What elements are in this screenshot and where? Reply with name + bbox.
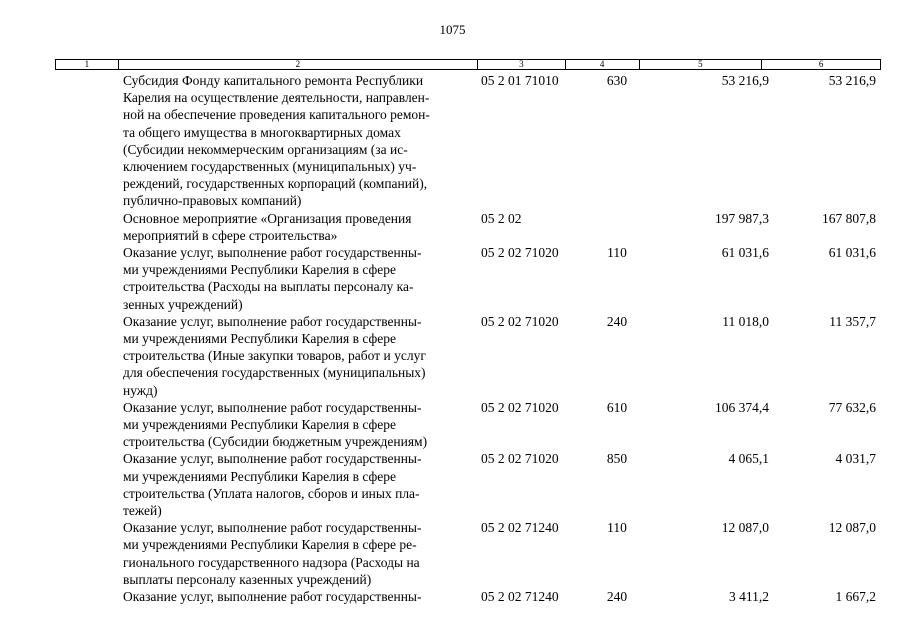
row-value-col6: 4 031,7: [835, 451, 876, 467]
description-line: мероприятий в сфере строительства»: [123, 227, 338, 243]
row-code: 05 2 02 71020: [481, 399, 559, 415]
description-line: Оказание услуг, выполнение работ государственны-: [123, 589, 422, 605]
row-expense-type: 110: [607, 245, 627, 261]
description-line: ми учреждениями Республики Карелия в сфере: [123, 262, 397, 278]
description-line: ми учреждениями Республики Карелия в сфере: [123, 468, 397, 484]
row-value-col5: 53 216,9: [721, 73, 769, 88]
description-line: строительства (Иные закупки товаров, работ и услуг: [123, 348, 426, 364]
description-line: для обеспечения государственных (муниципальных): [123, 365, 426, 381]
description-line: Оказание услуг, выполнение работ государственны-: [123, 245, 422, 261]
description-line: ключением государственных (муниципальных) уч-: [123, 159, 417, 175]
header-cell-5: 5: [639, 60, 762, 69]
row-code: 05 2 02 71020: [481, 451, 559, 467]
description-line: строительства (Уплата налогов, сборов и иных пла-: [123, 485, 420, 501]
row-expense-type: 240: [606, 589, 628, 605]
description-line: нужд): [123, 382, 158, 398]
row-value-col5: 106 374,4: [715, 399, 769, 415]
row-code: 05 2 01 71010: [481, 73, 559, 88]
description-line: Оказание услуг, выполнение работ государственны-: [123, 520, 422, 536]
row-expense-type: 110: [607, 520, 627, 536]
description-line: публично-правовых компаний): [123, 193, 302, 209]
row-code: 05 2 02 71020: [481, 245, 559, 261]
description-line: (Субсидии некоммерческим организациям (за ис-: [123, 141, 408, 157]
row-code: 05 2 02: [481, 210, 522, 226]
row-expense-type: 240: [606, 313, 628, 329]
row-description: [123, 244, 478, 313]
row-description: [123, 72, 478, 210]
table-row: [0, 244, 905, 313]
row-code: 05 2 02 71240: [481, 520, 559, 536]
row-value-col6: 11 357,7: [829, 313, 876, 329]
description-line: зенных учреждений): [123, 296, 243, 312]
row-description: [123, 313, 478, 399]
header-cell-4: 4: [565, 60, 639, 69]
row-expense-type: 610: [606, 399, 628, 415]
description-line: та общего имущества в многоквартирных домах: [123, 124, 401, 140]
header-cell-3: 3: [477, 60, 565, 69]
row-description: [123, 399, 478, 451]
row-value-col6: 12 087,0: [828, 520, 876, 536]
row-value-col5: 4 065,1: [728, 451, 769, 467]
description-line: ми учреждениями Республики Карелия в сфере: [123, 331, 397, 347]
description-line: Карелия на осуществление деятельности, направлен-: [123, 90, 430, 106]
description-line: Основное мероприятие «Организация проведения: [123, 210, 412, 226]
row-value-col5: 11 018,0: [722, 313, 769, 329]
row-value-col6: 1 667,2: [835, 589, 876, 605]
description-line: ми учреждениями Республики Карелия в сфере: [123, 417, 397, 433]
description-line: ми учреждениями Республики Карелия в сфере ре-: [123, 537, 417, 553]
description-line: ной на обеспечение проведения капитального ремон-: [123, 107, 430, 123]
header-cell-2: 2: [118, 60, 477, 69]
row-description: [123, 210, 478, 244]
row-value-col5: 197 987,3: [715, 210, 769, 226]
page-number: 1075: [439, 22, 466, 37]
table-header-row: [55, 59, 881, 70]
header-cell-6: 6: [761, 60, 880, 69]
row-expense-type: 850: [606, 451, 628, 467]
table-row: [0, 450, 905, 519]
table-row: [0, 210, 905, 244]
row-value-col6: 53 216,9: [828, 73, 876, 88]
table-row: [0, 519, 905, 588]
row-description: [123, 519, 478, 588]
description-line: строительства (Расходы на выплаты персоналу ка-: [123, 279, 414, 295]
description-line: строительства (Субсидии бюджетным учреждениям): [123, 434, 428, 450]
row-value-col5: 61 031,6: [721, 245, 769, 261]
row-value-col5: 12 087,0: [721, 520, 769, 536]
table-body: [0, 72, 905, 605]
table-row: [0, 588, 905, 605]
description-line: выплаты персоналу казенных учреждений): [123, 571, 372, 587]
row-code: 05 2 02 71020: [481, 313, 559, 329]
row-expense-type: 630: [606, 73, 628, 88]
row-value-col6: 61 031,6: [828, 245, 876, 261]
table-row: [0, 313, 905, 399]
description-line: тежей): [123, 503, 162, 519]
description-line: Субсидия Фонду капитального ремонта Республики: [123, 73, 424, 88]
description-line: реждений, государственных корпораций (компаний),: [123, 176, 428, 192]
description-line: Оказание услуг, выполнение работ государственны-: [123, 313, 422, 329]
description-line: гионального государственного надзора (Расходы на: [123, 554, 420, 570]
description-line: Оказание услуг, выполнение работ государственны-: [123, 451, 422, 467]
table-row: [0, 399, 905, 451]
row-code: 05 2 02 71240: [481, 589, 559, 605]
row-value-col6: 77 632,6: [828, 399, 876, 415]
table-row: [0, 72, 905, 210]
row-value-col5: 3 411,2: [729, 589, 769, 605]
row-value-col6: 167 807,8: [822, 210, 876, 226]
row-description: [123, 450, 478, 519]
row-description: [123, 588, 478, 605]
header-cell-1: 1: [84, 59, 90, 69]
description-line: Оказание услуг, выполнение работ государственны-: [123, 399, 422, 415]
